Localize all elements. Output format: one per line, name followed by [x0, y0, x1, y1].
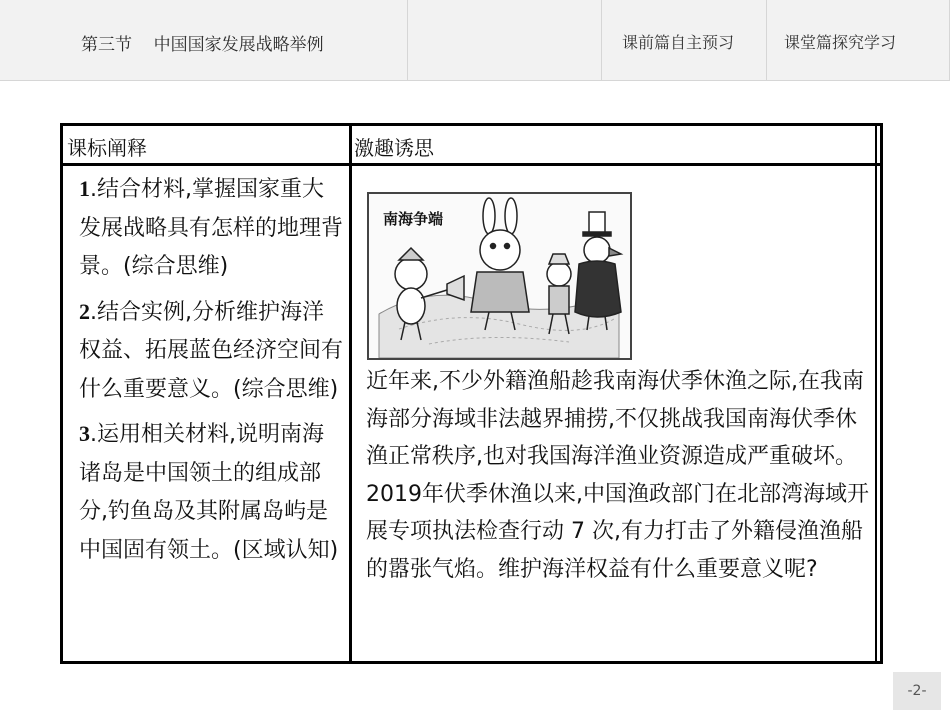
motivation-passage: 近年来,不少外籍渔船趁我南海伏季休渔之际,在我南海部分海域非法越界捕捞,不仅挑战我国南海伏季休渔正常秩序,也对我国海洋渔业资源造成严重破坏。2019年伏季休渔以来,中国渔政部门在北部湾海域开展专项执法检查行动 7 次,有力打击了外籍侵渔渔船的嚣张气焰。维护海洋权益有什么重要意义呢?	[366, 369, 869, 582]
objective-item: 2.结合实例,分析维护海洋权益、拓展蓝色经济空间有什么重要意义。(综合思维)	[79, 298, 344, 402]
page-title: 第三节 中国国家发展战略举例	[81, 35, 324, 55]
header-spacer	[408, 0, 602, 80]
tab-preview-label: 课前篇自主预习	[622, 33, 735, 52]
table-header-divider	[63, 163, 880, 166]
header-title-area	[0, 0, 408, 80]
cartoon-caption: 南海争端	[383, 210, 444, 228]
cartoon-image	[367, 192, 632, 360]
tab-inquiry-label: 课堂篇探究学习	[784, 33, 897, 52]
table-right-border	[875, 126, 877, 661]
objective-item: 1.结合材料,掌握国家重大发展战略具有怎样的地理背景。(综合思维)	[79, 176, 344, 279]
tab-preview[interactable]	[602, 0, 767, 80]
table-column-divider	[349, 126, 352, 661]
objective-item: 3.运用相关材料,说明南海诸岛是中国领土的组成部分,钓鱼岛及其附属岛屿是中国固有领土。(区域认知)	[79, 421, 339, 563]
objectives-list	[79, 170, 345, 570]
header-bar	[0, 0, 950, 81]
page-number: -2-	[893, 672, 941, 710]
content-table	[60, 123, 883, 664]
column-header-motivation: 激趣诱思	[354, 136, 434, 160]
column-header-objectives: 课标阐释	[67, 136, 147, 160]
tab-inquiry[interactable]	[767, 0, 950, 80]
